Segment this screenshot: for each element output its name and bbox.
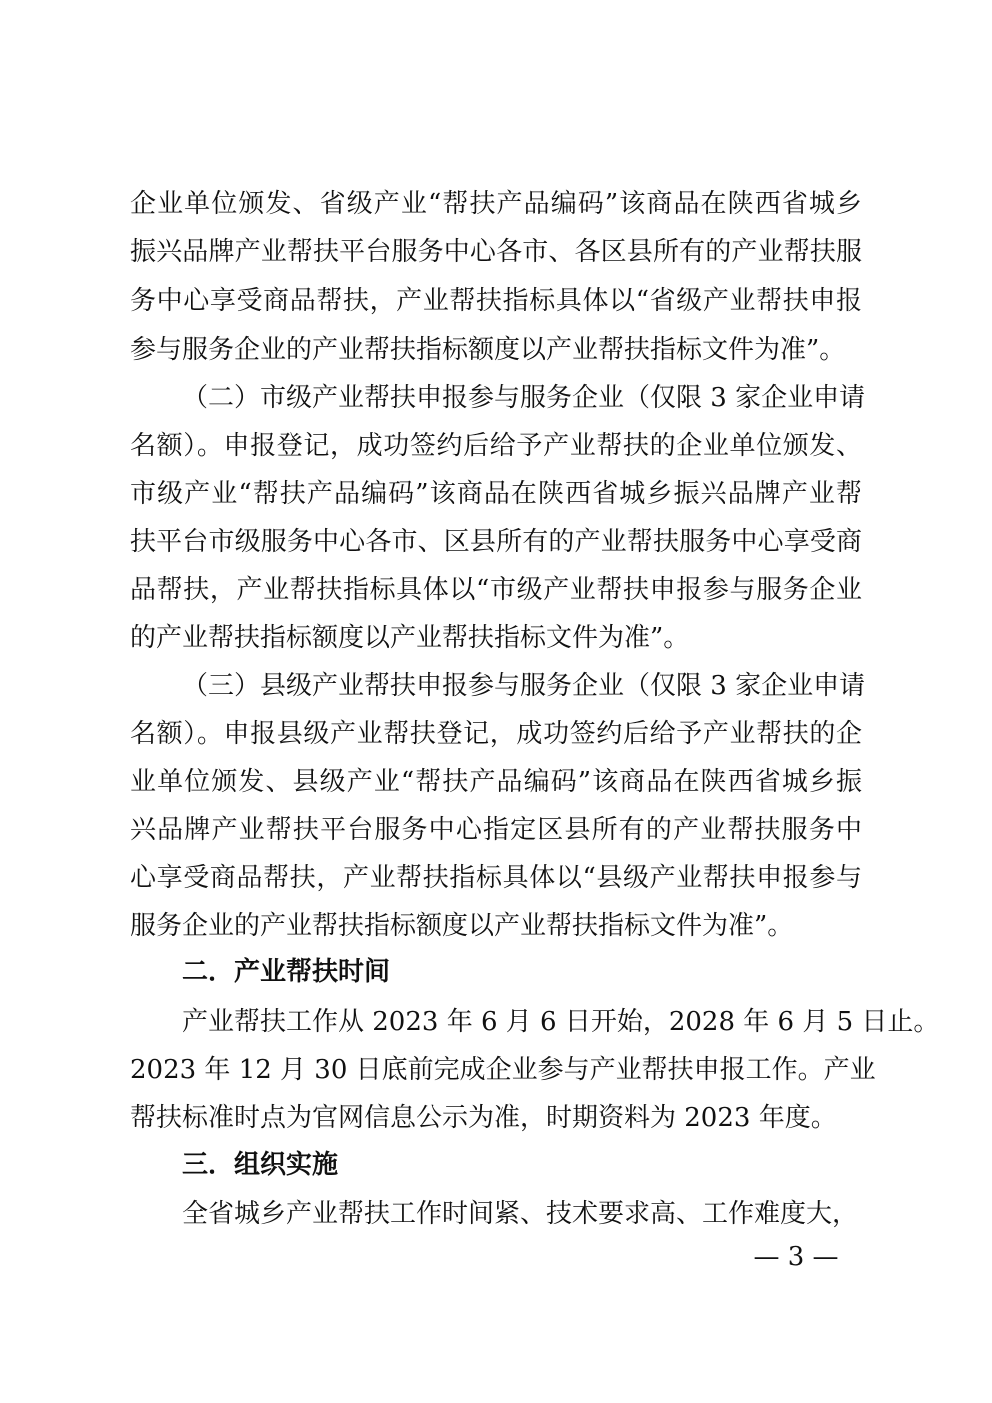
paragraph-line: 2023 年 12 月 30 日底前完成企业参与产业帮扶申报工作。产业 [130, 1055, 876, 1085]
paragraph-line: 心享受商品帮扶，产业帮扶指标具体以“县级产业帮扶申报参与 [130, 863, 862, 893]
paragraph-line: 帮扶标准时点为官网信息公示为准，时期资料为 2023 年度。 [130, 1103, 837, 1133]
paragraph-line: 业单位颁发、县级产业“帮扶产品编码”该商品在陕西省城乡振 [130, 767, 862, 797]
paragraph-line: 振兴品牌产业帮扶平台服务中心各市、各区县所有的产业帮扶服 [130, 237, 862, 267]
paragraph-line: （二）市级产业帮扶申报参与服务企业（仅限 3 家企业申请 [182, 383, 866, 413]
paragraph-line: 市级产业“帮扶产品编码”该商品在陕西省城乡振兴品牌产业帮 [130, 479, 862, 509]
paragraph-line: 企业单位颁发、省级产业“帮扶产品编码”该商品在陕西省城乡 [130, 189, 862, 219]
paragraph-line: 产业帮扶工作从 2023 年 6 月 6 日开始，2028 年 6 月 5 日止。 [182, 1007, 940, 1037]
paragraph-line: （三）县级产业帮扶申报参与服务企业（仅限 3 家企业申请 [182, 671, 866, 701]
section-heading: 二．产业帮扶时间 [182, 957, 391, 987]
paragraph-line: 参与服务企业的产业帮扶指标额度以产业帮扶指标文件为准”。 [130, 335, 846, 365]
paragraph-line: 品帮扶，产业帮扶指标具体以“市级产业帮扶申报参与服务企业 [130, 575, 862, 605]
paragraph-line: 扶平台市级服务中心各市、区县所有的产业帮扶服务中心享受商 [130, 527, 862, 557]
paragraph-line: 全省城乡产业帮扶工作时间紧、技术要求高、工作难度大， [182, 1199, 859, 1229]
paragraph-line: 务中心享受商品帮扶，产业帮扶指标具体以“省级产业帮扶申报 [130, 286, 862, 316]
paragraph-line: 名额）。申报县级产业帮扶登记，成功签约后给予产业帮扶的企 [130, 719, 862, 749]
page-number: — 3 — [753, 1242, 839, 1272]
paragraph-line: 的产业帮扶指标额度以产业帮扶指标文件为准”。 [130, 623, 690, 653]
paragraph-line: 名额）。申报登记，成功签约后给予产业帮扶的企业单位颁发、 [130, 431, 862, 461]
paragraph-line: 兴品牌产业帮扶平台服务中心指定区县所有的产业帮扶服务中 [130, 815, 862, 845]
section-heading: 三．组织实施 [182, 1150, 339, 1180]
paragraph-line: 服务企业的产业帮扶指标额度以产业帮扶指标文件为准”。 [130, 911, 794, 941]
